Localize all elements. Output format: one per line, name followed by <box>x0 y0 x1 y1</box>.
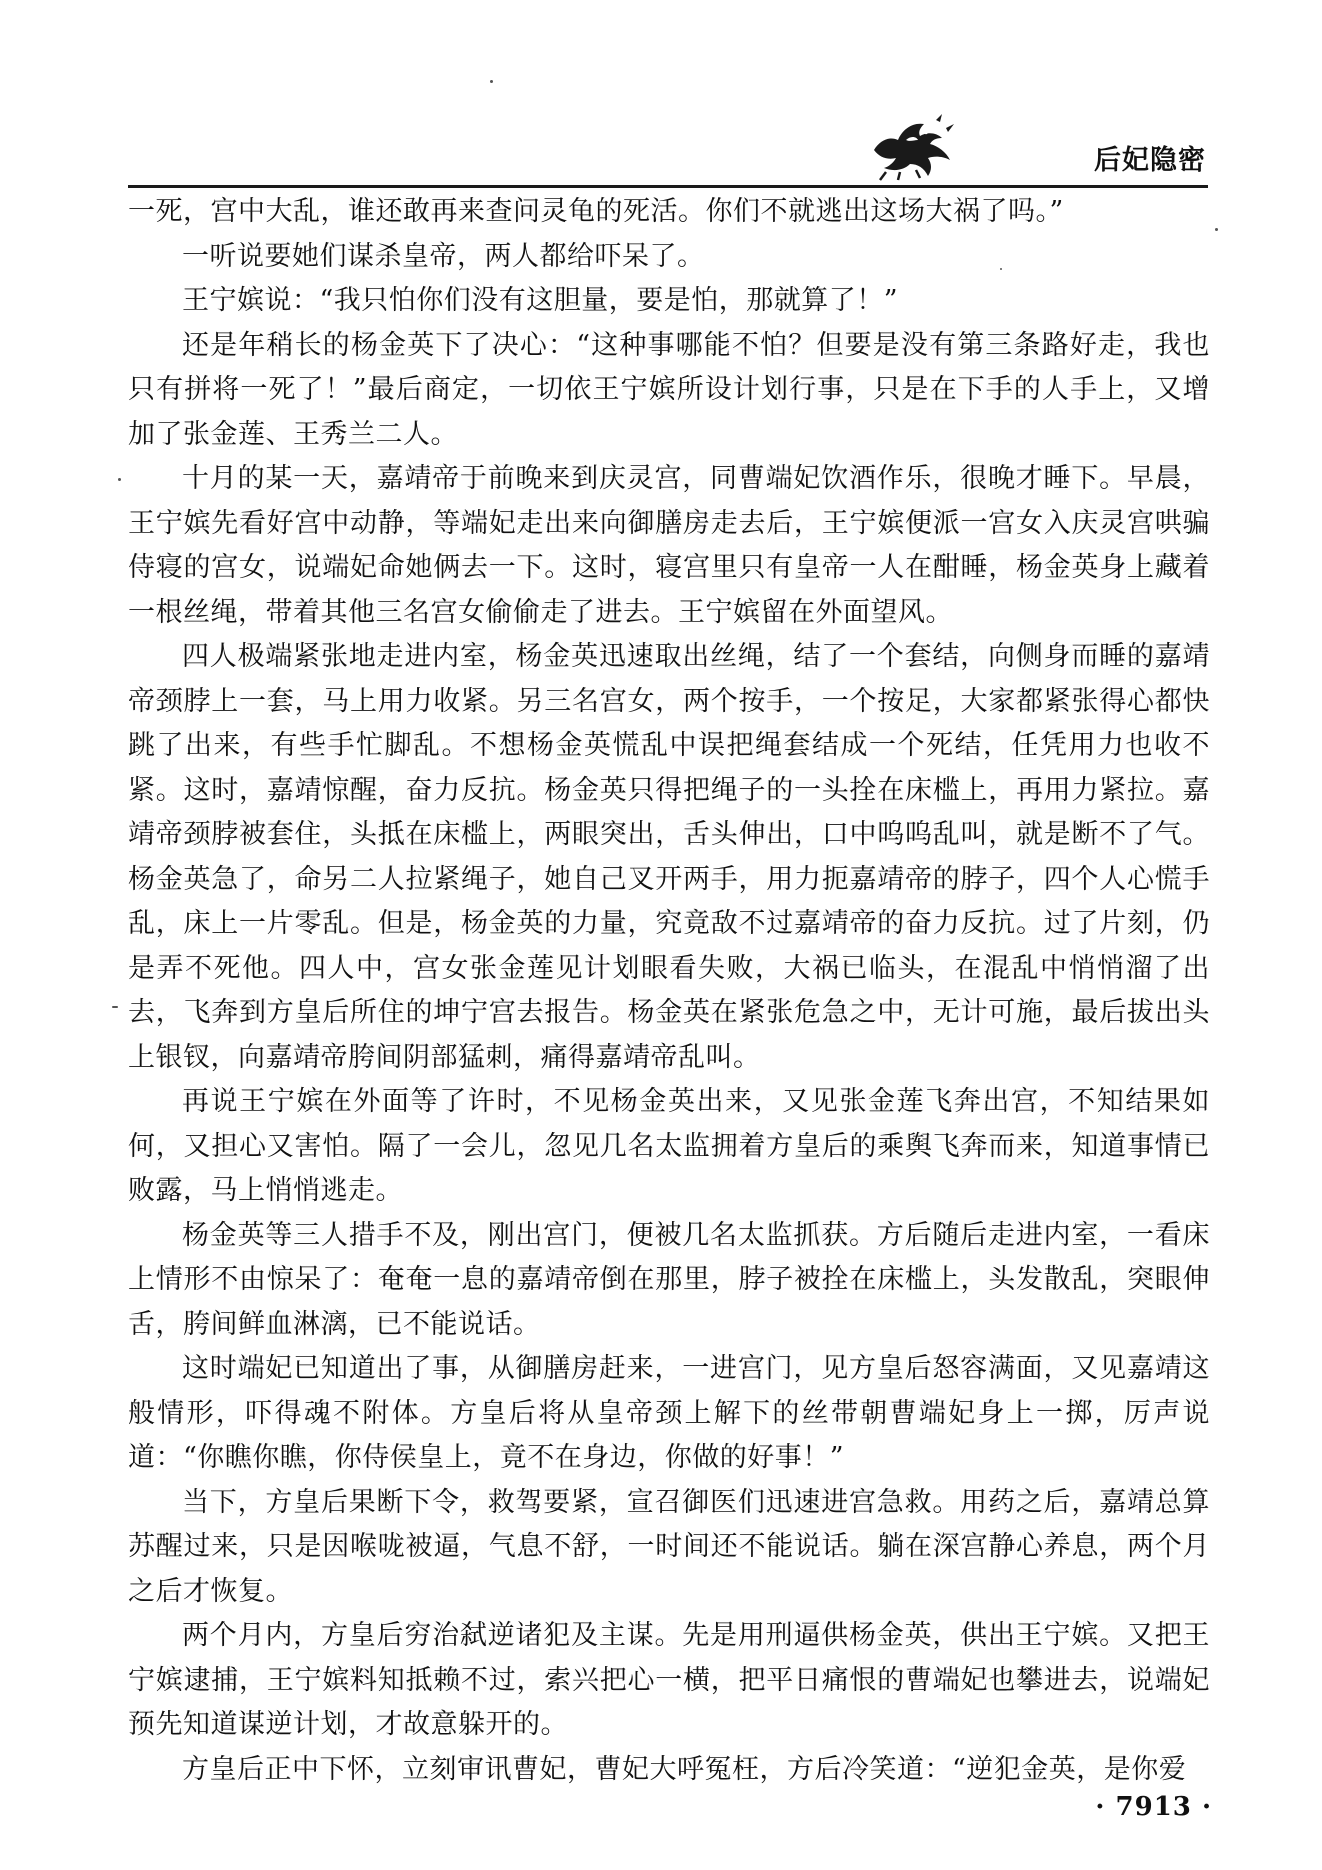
dragon-icon <box>866 110 958 182</box>
scan-speck <box>490 80 493 83</box>
paragraph: 还是年稍长的杨金英下了决心：“这种事哪能不怕？但要是没有第三条路好走，我也只有拼将一死了！”最后商定，一切依王宁嫔所设计划行事，只是在下手的人手上，又增加了张金莲、王秀兰二人。 <box>128 329 1210 450</box>
body-text <box>128 190 1210 1792</box>
running-title: 后妃隐密 <box>1094 145 1206 176</box>
page-number: · 7913 · <box>1095 1792 1212 1822</box>
scan-speck <box>118 478 121 481</box>
running-header <box>128 110 1208 188</box>
scan-speck <box>1000 268 1002 270</box>
paragraph: 杨金英等三人措手不及，刚出宫门，便被几名太监抓获。方后随后走进内室，一看床上情形不由惊呆了：奄奄一息的嘉靖帝倒在那里，脖子被拴在床槛上，头发散乱，突眼伸舌，胯间鲜血淋漓，已不能说话。 <box>128 1219 1210 1340</box>
paragraph: 两个月内，方皇后穷治弑逆诸犯及主谋。先是用刑逼供杨金英，供出王宁嫔。又把王宁嫔逮捕，王宁嫔料知抵赖不过，索兴把心一横，把平日痛恨的曹端妃也攀进去，说端妃预先知道谋逆计划，才故意躲开的。 <box>128 1620 1210 1740</box>
header-rule <box>128 185 1208 188</box>
paragraph: 当下，方皇后果断下令，救驾要紧，宣召御医们迅速进宫急救。用药之后，嘉靖总算苏醒过来，只是因喉咙被逼，气息不舒，一时间还不能说话。躺在深宫静心养息，两个月之后才恢复。 <box>128 1486 1210 1607</box>
paragraph: 这时端妃已知道出了事，从御膳房赶来，一进宫门，见方皇后怒容满面，又见嘉靖这般情形，吓得魂不附体。方皇后将从皇帝颈上解下的丝带朝曹端妃身上一掷，厉声说道：“你瞧你瞧，你侍侯皇上，竟不在身边，你做的好事！” <box>128 1353 1210 1473</box>
paragraph: 方皇后正中下怀，立刻审讯曹妃，曹妃大呼冤枉，方后冷笑道：“逆犯金英，是你爱 <box>182 1753 1187 1785</box>
paragraph: 王宁嫔说：“我只怕你们没有这胆量，要是怕，那就算了！” <box>182 285 899 316</box>
paragraph: 一听说要她们谋杀皇帝，两人都给吓呆了。 <box>182 240 705 272</box>
scan-speck <box>112 1006 118 1008</box>
scan-speck <box>1215 228 1218 231</box>
paragraph: 四人极端紧张地走进内室，杨金英迅速取出丝绳，结了一个套结，向侧身而睡的嘉靖帝颈脖上一套，马上用力收紧。另三名宫女，两个按手，一个按足，大家都紧张得心都快跳了出来，有些手忙脚乱。不想杨金英慌乱中误把绳套结成一个死结，任凭用力也收不紧。这时，嘉靖惊醒，奋力反抗。杨金英只得把绳子的一头拴在床槛上，再用力紧拉。嘉靖帝颈脖被套住，头抵在床槛上，两眼突出，舌头伸出，口中呜呜乱叫，就是断不了气。杨金英急了，命另二人拉紧绳子，她自己叉开两手，用力扼嘉靖帝的脖子，四个人心慌手乱，床上一片零乱。但是，杨金英的力量，究竟敌不过嘉靖帝的奋力反抗。过了片刻，仍是弄不死他。四人中，宫女张金莲见计划眼看失败，大祸已临头，在混乱中悄悄溜了出去，飞奔到方皇后所住的坤宁宫去报告。杨金英在紧张危急之中，无计可施，最后拔出头上银钗，向嘉靖帝胯间阴部猛刺，痛得嘉靖帝乱叫。 <box>128 641 1210 1073</box>
paragraph: 一死，宫中大乱，谁还敢再来查问灵龟的死活。你们不就逃出这场大祸了吗。” <box>128 196 1064 227</box>
paragraph: 再说王宁嫔在外面等了许时，不见杨金英出来，又见张金莲飞奔出宫，不知结果如何，又担心又害怕。隔了一会儿，忽见几名太监拥着方皇后的乘舆飞奔而来，知道事情已败露，马上悄悄逃走。 <box>128 1086 1210 1206</box>
paragraph: 十月的某一天，嘉靖帝于前晚来到庆灵宫，同曹端妃饮酒作乐，很晚才睡下。早晨，王宁嫔先看好宫中动静，等端妃走出来向御膳房走去后，王宁嫔便派一宫女入庆灵宫哄骗侍寝的宫女，说端妃命她俩去一下。这时，寝宫里只有皇帝一人在酣睡，杨金英身上藏着一根丝绳，带着其他三名宫女偷偷走了进去。王宁嫔留在外面望风。 <box>128 463 1210 628</box>
